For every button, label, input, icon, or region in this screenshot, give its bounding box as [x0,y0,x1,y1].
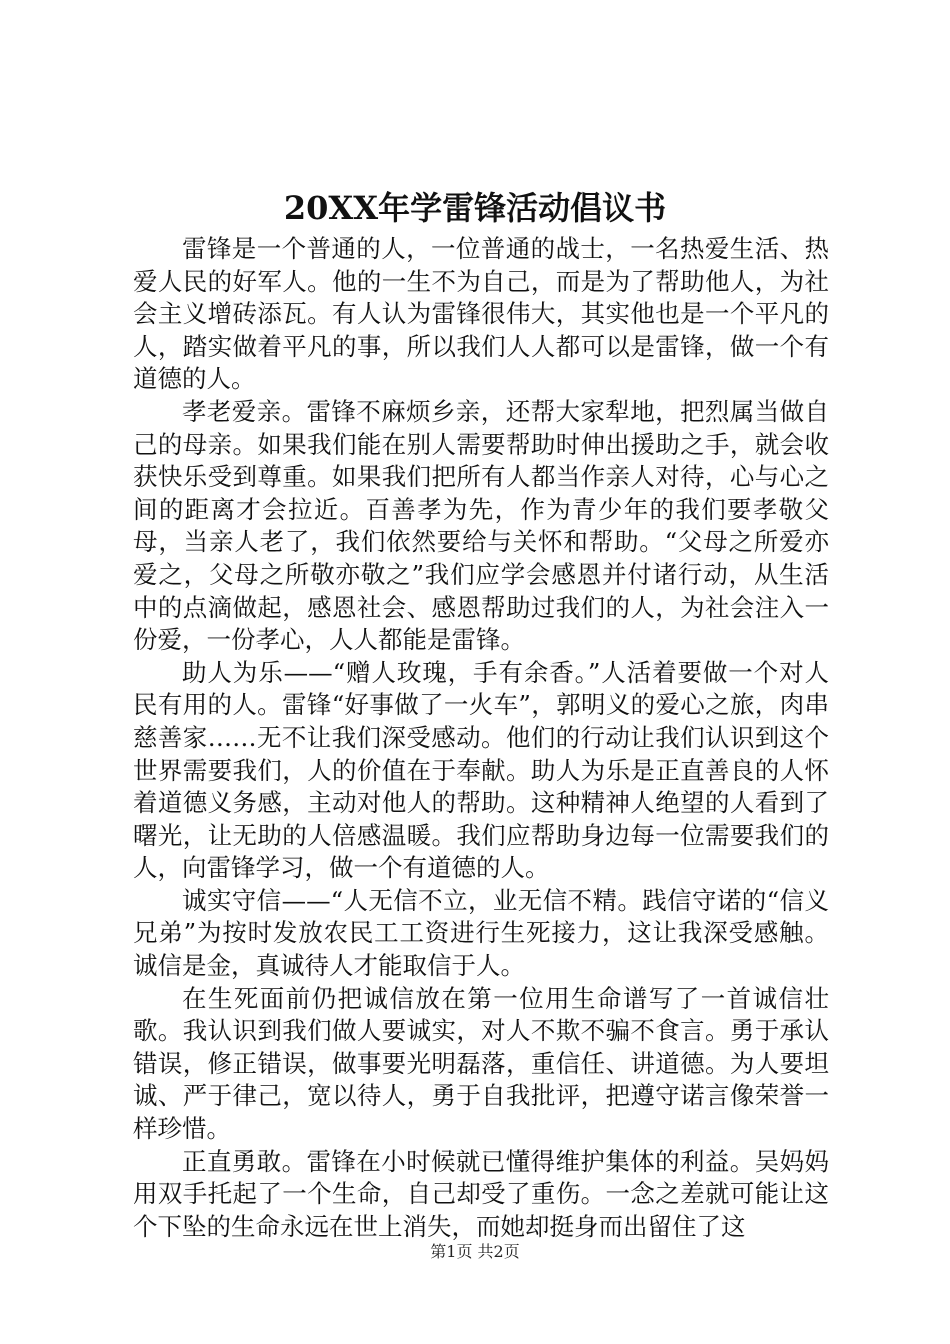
paragraph-2: 孝老爱亲。雷锋不麻烦乡亲，还帮大家犁地，把烈属当做自己的母亲。如果我们能在别人需要帮助时伸出援助之手，就会收获快乐受到尊重。如果我们把所有人都当作亲人对待，心与心之间的距离才会拉近。百善孝为先，作为青少年的我们要孝敬父母，当亲人老了，我们依然要给与关怀和帮助。“父母之所爱亦爱之，父母之所敬亦敬之”我们应学会感恩并付诸行动，从生活中的点滴做起，感恩社会、感恩帮助过我们的人，为社会注入一份爱，一份孝心，人人都能是雷锋。 [133,396,829,655]
paragraph-3: 助人为乐——“赠人玫瑰，手有余香。”人活着要做一个对人民有用的人。雷锋“好事做了一火车”，郭明义的爱心之旅，肉串慈善家……无不让我们深受感动。他们的行动让我们认识到这个世界需要我们，人的价值在于奉献。助人为乐是正直善良的人怀着道德义务感，主动对他人的帮助。这种精神人绝望的人看到了曙光，让无助的人倍感温暖。我们应帮助身边每一位需要我们的人，向雷锋学习，做一个有道德的人。 [133,657,829,883]
document-title: 20XX年学雷锋活动倡议书 [283,189,667,227]
paragraph-1: 雷锋是一个普通的人，一位普通的战士，一名热爱生活、热爱人民的好军人。他的一生不为自己，而是为了帮助他人，为社会主义增砖添瓦。有人认为雷锋很伟大，其实他也是一个平凡的人，踏实做着平凡的事，所以我们人人都可以是雷锋，做一个有道德的人。 [133,234,829,394]
document-body [133,233,829,1243]
paragraph-5: 在生死面前仍把诚信放在第一位用生命谱写了一首诚信壮歌。我认识到我们做人要诚实，对人不欺不骗不食言。勇于承认错误，修正错误，做事要光明磊落，重信任、讲道德。为人要坦诚、严于律己，宽以待人，勇于自我批评，把遵守诺言像荣誉一样珍惜。 [133,983,829,1144]
page-number-footer: 第1页 共2页 [430,1242,520,1261]
paragraph-6: 正直勇敢。雷锋在小时候就已懂得维护集体的利益。吴妈妈用双手托起了一个生命，自己却受了重伤。一念之差就可能让这个下坠的生命永远在世上消失，而她却挺身而出留住了这 [133,1146,829,1241]
paragraph-4: 诚实守信——“人无信不立，业无信不精。践信守诺的“信义兄弟”为按时发放农民工工资进行生死接力，这让我深受感触。诚信是金，真诚待人才能取信于人。 [133,885,829,981]
